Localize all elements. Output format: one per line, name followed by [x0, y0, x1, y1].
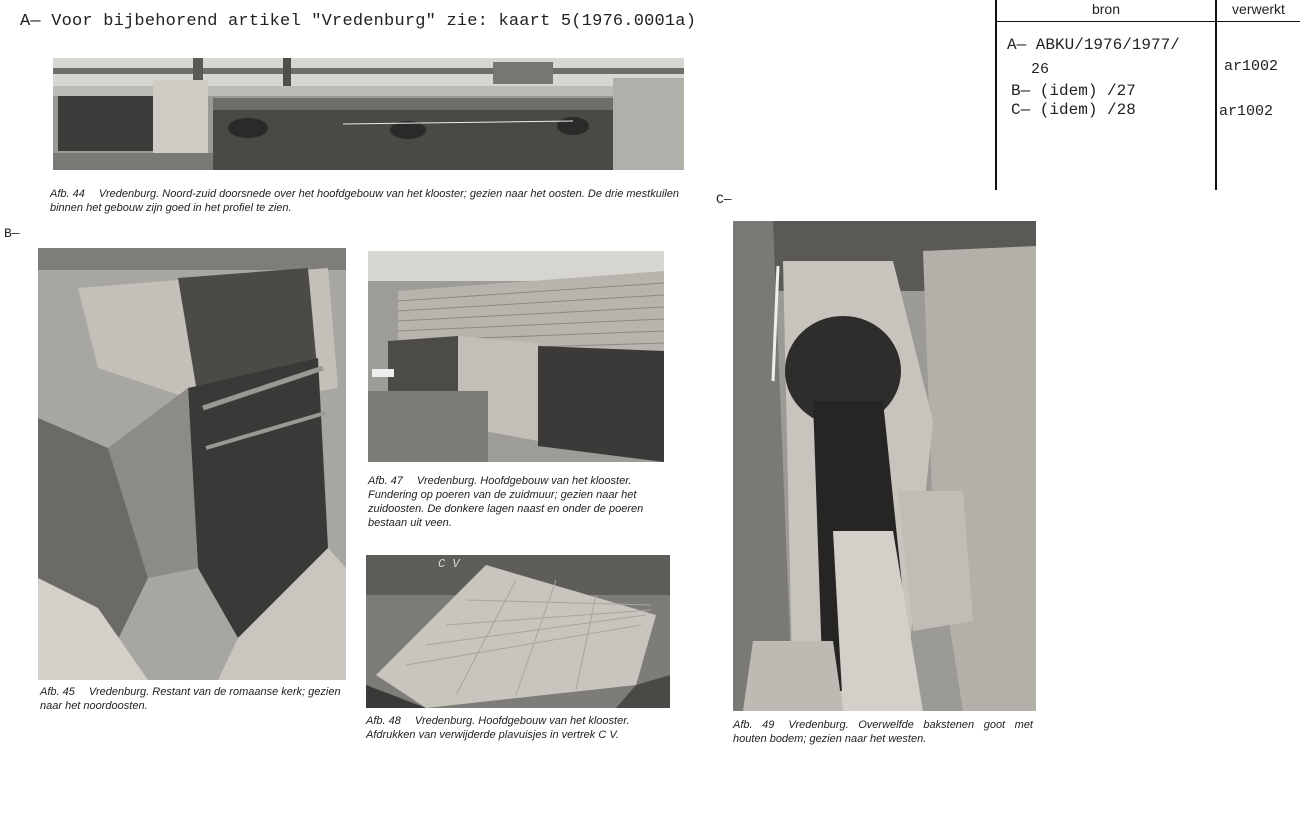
- photo-fig-48-inscription: C V: [438, 557, 460, 571]
- caption-fig-48-number: Afb. 48: [366, 715, 401, 727]
- register-entry-a-source: A— ABKU/1976/1977/: [1007, 36, 1180, 54]
- register-entry-a-processed: ar1002: [1224, 58, 1279, 75]
- register-entry-c-source: C— (idem) /28: [1011, 101, 1136, 119]
- register-header-source: bron: [1091, 1, 1121, 17]
- caption-fig-45: [40, 685, 350, 713]
- caption-fig-47-number: Afb. 47: [368, 475, 403, 487]
- caption-fig-44-text: Vredenburg. Noord-zuid doorsnede over het hoofdgebouw van het klooster; gezien naar het oosten. De drie mestkuilen binnen het gebouw zijn goed in het profiel te zien.: [50, 188, 679, 214]
- register-header-processed: verwerkt: [1232, 1, 1285, 17]
- register-column-divider: [1215, 0, 1217, 190]
- photo-fig-44: [53, 58, 684, 170]
- caption-fig-48-text: Vredenburg. Hoofdgebouw van het klooster. Afdrukken van verwijderde plavuisjes in vertrek C V.: [366, 715, 630, 741]
- caption-fig-49-text: Vredenburg. Overwelfde bakstenen goot met houten bodem; gezien naar het westen.: [733, 719, 1033, 745]
- caption-fig-45-number: Afb. 45: [40, 686, 75, 698]
- register-left-border: [995, 0, 997, 190]
- caption-fig-44-number: Afb. 44: [50, 188, 85, 200]
- caption-fig-49: [733, 718, 1033, 746]
- caption-fig-47-text: Vredenburg. Hoofdgebouw van het klooster. Fundering op poeren van de zuidmuur; gezien naar het zuidoosten. De donkere lagen naast en onder de poeren bestaan uit veen.: [368, 475, 644, 529]
- marker-b: B—: [4, 226, 20, 241]
- register-entry-c-processed: ar1002: [1219, 103, 1274, 120]
- photo-fig-45: [38, 248, 346, 680]
- marker-c: C—: [716, 192, 732, 207]
- caption-fig-47: [368, 474, 672, 530]
- caption-fig-45-text: Vredenburg. Restant van de romaanse kerk; gezien naar het noordoosten.: [40, 686, 341, 712]
- register-entry-a-source-cont: 26: [1031, 61, 1050, 78]
- register-header-rule: [995, 21, 1300, 22]
- caption-fig-48: [366, 714, 672, 742]
- caption-fig-44: [50, 187, 686, 215]
- register-table: [995, 0, 1300, 190]
- caption-fig-49-number: Afb. 49: [733, 719, 775, 731]
- reference-header: A— Voor bijbehorend artikel "Vredenburg" zie: kaart 5(1976.0001a): [20, 12, 697, 31]
- photo-fig-47: [368, 251, 664, 462]
- register-entry-b-source: B— (idem) /27: [1011, 82, 1136, 100]
- photo-fig-48: [366, 555, 670, 708]
- photo-fig-49: [733, 221, 1036, 711]
